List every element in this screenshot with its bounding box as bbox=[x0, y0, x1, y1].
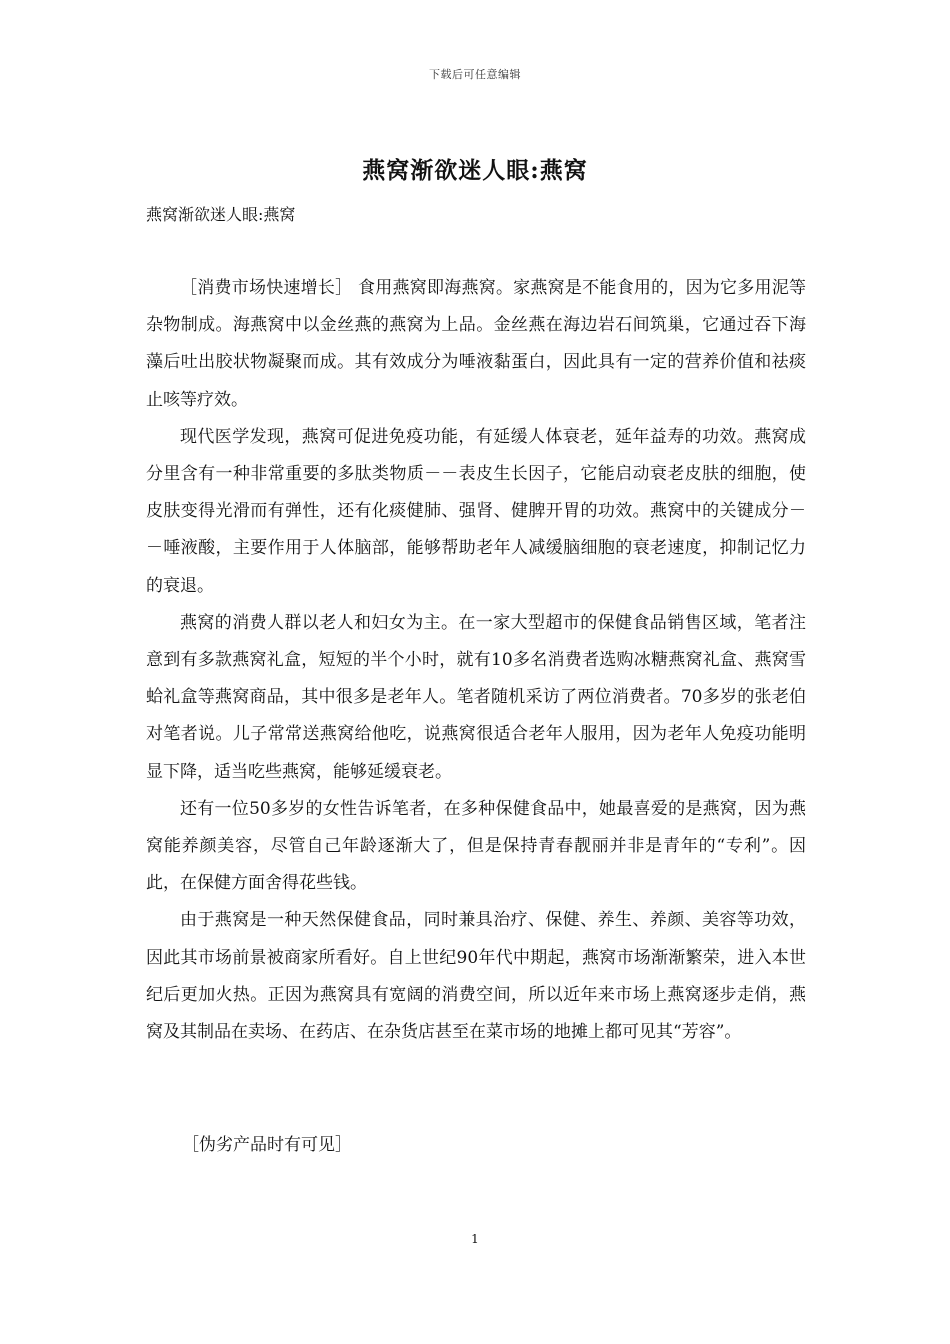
document-body bbox=[146, 270, 806, 1051]
page-number: 1 bbox=[471, 1232, 479, 1246]
document-title: 燕窝渐欲迷人眼:燕窝 bbox=[362, 157, 588, 184]
paragraph-medical-benefits: 现代医学发现，燕窝可促进免疫功能，有延缓人体衰老，延年益寿的功效。燕窝成分里含有一种非常重要的多肽类物质－－表皮生长因子，它能启动衰老皮肤的细胞，使皮肤变得光滑而有弹性，还有化痰健肺、强肾、健脾开胃的功效。燕窝中的关键成分－－唾液酸，主要作用于人体脑部，能够帮助老年人减缓脑细胞的衰老速度，抑制记忆力的衰退。 bbox=[146, 426, 806, 596]
paragraph-market-growth: ［消费市场快速增长］ 食用燕窝即海燕窝。家燕窝是不能食用的，因为它多用泥等杂物制成。海燕窝中以金丝燕的燕窝为上品。金丝燕在海边岩石间筑巢，它通过吞下海藻后吐出胶状物凝聚而成。其有效成分为唾液黏蛋白，因此具有一定的营养价值和祛痰止咳等疗效。 bbox=[146, 278, 806, 410]
section-heading: ［伪劣产品时有可见］ bbox=[182, 1135, 352, 1155]
paragraph-female-consumer: 还有一位50多岁的女性告诉笔者，在多种保健食品中，她最喜爱的是燕窝，因为燕窝能养颜美容，尽管自己年龄逐渐大了，但是保持青春靓丽并非是青年的“专利”。因此，在保健方面舍得花些钱。 bbox=[146, 798, 806, 894]
document-subtitle: 燕窝渐欲迷人眼:燕窝 bbox=[146, 205, 296, 224]
page-header-note: 下载后可任意编辑 bbox=[429, 68, 521, 81]
paragraph-market-outlook: 由于燕窝是一种天然保健食品，同时兼具治疗、保健、养生、养颜、美容等功效，因此其市场前景被商家所看好。自上世纪90年代中期起，燕窝市场渐渐繁荣，进入本世纪后更加火热。正因为燕窝具有宽阔的消费空间，所以近年来市场上燕窝逐步走俏，燕窝及其制品在卖场、在药店、在杂货店甚至在菜市场的地摊上都可见其“芳容”。 bbox=[146, 910, 806, 1043]
paragraph-consumer-groups: 燕窝的消费人群以老人和妇女为主。在一家大型超市的保健食品销售区域，笔者注意到有多款燕窝礼盒，短短的半个小时，就有10多名消费者选购冰糖燕窝礼盒、燕窝雪蛤礼盒等燕窝商品，其中很多是老年人。笔者随机采访了两位消费者。70多岁的张老伯对笔者说。儿子常常送燕窝给他吃，说燕窝很适合老年人服用，因为老年人免疫功能明显下降，适当吃些燕窝，能够延缓衰老。 bbox=[146, 612, 806, 782]
